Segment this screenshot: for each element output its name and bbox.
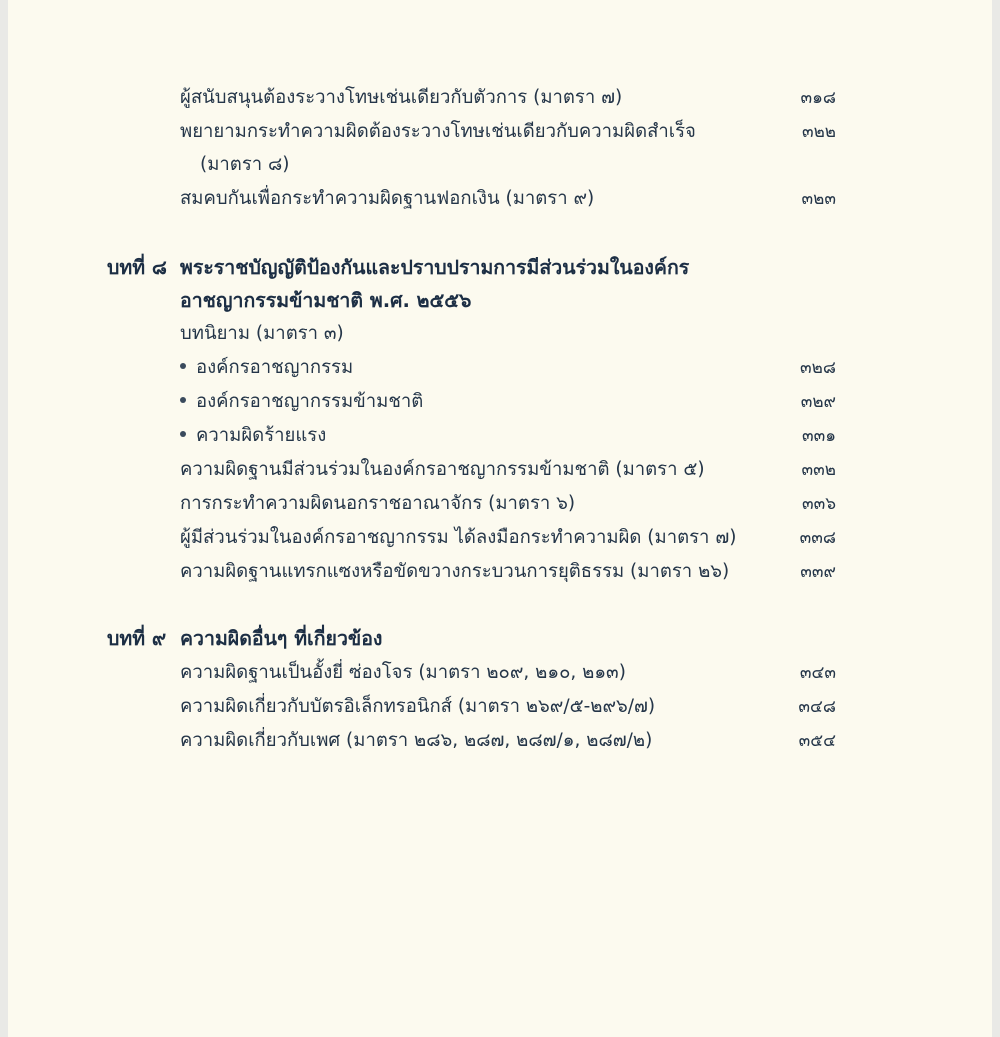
toc-bullet-entry	[180, 354, 353, 382]
toc-entry: ความผิดเกี่ยวกับเพศ (มาตรา ๒๘๖, ๒๘๗, ๒๘๗/๑, ๒๘๗/๒)	[180, 730, 653, 751]
toc-page-number: ๓๒๒	[801, 122, 836, 142]
toc-page-number: ๓๔๓	[799, 663, 836, 683]
toc-entry: ผู้สนับสนุนต้องระวางโทษเช่นเดียวกับตัวการ (มาตรา ๗)	[180, 87, 623, 108]
bullet-icon	[180, 431, 186, 437]
toc-bullet-entry	[180, 388, 423, 416]
toc-page-number: ๓๓๖	[801, 494, 836, 514]
chapter-title-continuation: อาชญากรรมข้ามชาติ พ.ศ. ๒๕๕๖	[180, 289, 472, 312]
toc-page-number: ๓๔๘	[798, 697, 836, 717]
toc-bullet-text: องค์กรอาชญากรรม	[196, 357, 354, 378]
chapter-title: พระราชบัญญัติป้องกันและปราบปรามการมีส่วนร่วมในองค์กร	[180, 256, 690, 279]
toc-entry: พยายามกระทำความผิดต้องระวางโทษเช่นเดียวกับความผิดสำเร็จ	[180, 121, 696, 142]
toc-entry-continuation: (มาตรา ๘)	[200, 154, 290, 175]
toc-entry: ความผิดฐานแทรกแซงหรือขัดขวางกระบวนการยุติธรรม (มาตรา ๒๖)	[180, 561, 730, 582]
toc-page-number: ๓๒๘	[800, 358, 836, 378]
toc-entry: สมคบกันเพื่อกระทำความผิดฐานฟอกเงิน (มาตรา ๙)	[180, 188, 595, 209]
toc-entry: ผู้มีส่วนร่วมในองค์กรอาชญากรรม ได้ลงมือกระทำความผิด (มาตรา ๗)	[180, 527, 737, 548]
bullet-icon	[180, 397, 186, 403]
toc-entry: การกระทำความผิดนอกราชอาณาจักร (มาตรา ๖)	[180, 493, 576, 514]
toc-entry: ความผิดฐานเป็นอั้งยี่ ซ่องโจร (มาตรา ๒๐๙, ๒๑๐, ๒๑๓)	[180, 662, 626, 683]
toc-page-number: ๓๓๙	[800, 562, 836, 582]
toc-entry: ความผิดเกี่ยวกับบัตรอิเล็กทรอนิกส์ (มาตรา ๒๖๙/๕-๒๙๖/๗)	[180, 696, 656, 717]
toc-subheading: บทนิยาม (มาตรา ๓)	[180, 323, 344, 344]
toc-entry: ความผิดฐานมีส่วนร่วมในองค์กรอาชญากรรมข้ามชาติ (มาตรา ๕)	[180, 459, 705, 480]
toc-page-number: ๓๓๘	[799, 528, 836, 548]
toc-page-number: ๓๑๘	[800, 88, 836, 108]
chapter-title: ความผิดอื่นๆ ที่เกี่ยวข้อง	[180, 627, 383, 650]
chapter-label: บทที่ ๙	[107, 627, 167, 650]
document-page	[8, 0, 992, 1037]
chapter-label: บทที่ ๘	[107, 256, 167, 279]
bullet-icon	[180, 363, 186, 369]
toc-bullet-text: ความผิดร้ายแรง	[196, 425, 327, 446]
toc-bullet-entry	[180, 422, 326, 450]
toc-page-number: ๓๒๙	[800, 392, 836, 412]
toc-page-number: ๓๒๓	[801, 189, 836, 209]
toc-page-number: ๓๓๑	[801, 426, 836, 446]
toc-bullet-text: องค์กรอาชญากรรมข้ามชาติ	[196, 391, 424, 412]
toc-page-number: ๓๕๔	[798, 731, 836, 751]
toc-page-number: ๓๓๒	[801, 460, 836, 480]
